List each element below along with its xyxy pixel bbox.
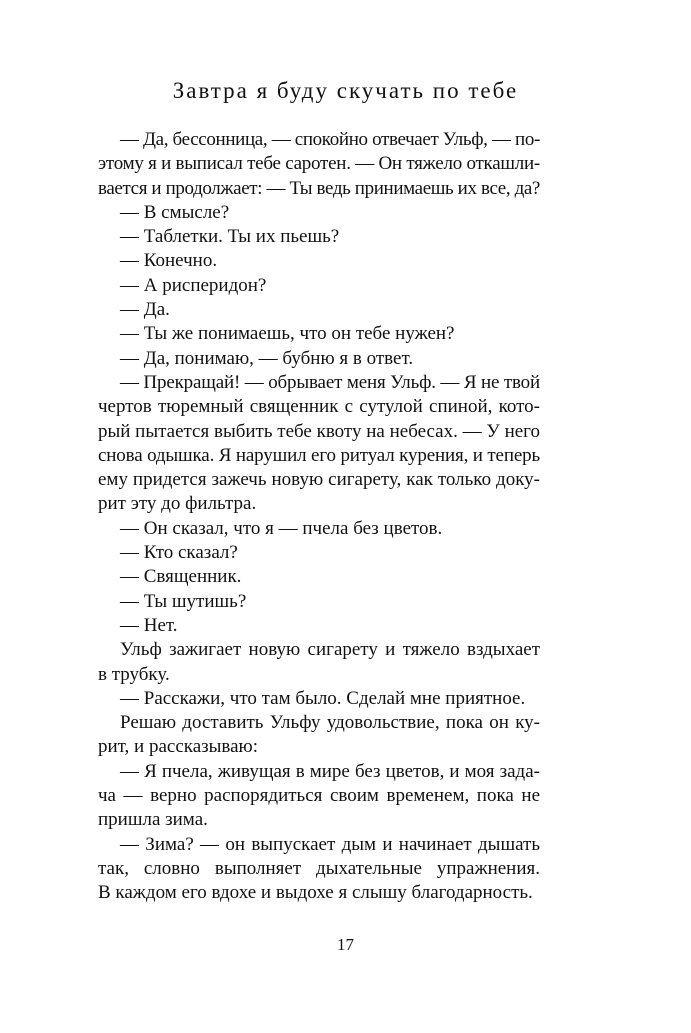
text-line: — Ты шутишь?	[120, 590, 247, 612]
paragraph	[98, 322, 540, 346]
text-line: — Таблетки. Ты их пьешь?	[120, 226, 340, 248]
running-head: Завтра я буду скучать по тебе	[172, 78, 519, 103]
paragraph	[98, 298, 540, 322]
text-line: Решаю доставить Ульфу удовольствие, пока он ку-	[120, 712, 540, 734]
paragraph	[98, 638, 540, 687]
text-line: — Расскажи, что там было. Сделай мне приятное.	[120, 687, 526, 709]
text-line: — Ты же понимаешь, что он тебе нужен?	[120, 323, 455, 345]
text-line: — Я пчела, живущая в мире без цветов, и моя зада-	[120, 760, 540, 782]
paragraph	[98, 225, 540, 249]
text-line: В каждом его вдохе и выдохе я слышу благодарность.	[98, 882, 533, 904]
text-line: рый пытается выбить тебе квоту на небесах. — У него	[98, 420, 540, 442]
text-line: Ульф зажигает новую сигарету и тяжело вздыхает	[120, 639, 540, 661]
text-line: — Нет.	[120, 614, 178, 636]
text-line: рит, и рассказываю:	[98, 736, 259, 758]
paragraph	[98, 128, 540, 201]
text-line: — Зима? — он выпускает дым и начинает дышать	[120, 833, 540, 855]
paragraph	[98, 590, 540, 614]
text-line: — В смысле?	[120, 201, 230, 223]
paragraph	[98, 249, 540, 273]
text-line: — А рисперидон?	[120, 274, 267, 296]
paragraph	[98, 614, 540, 638]
paragraph	[98, 687, 540, 711]
paragraph	[98, 711, 540, 760]
text-line: в трубку.	[98, 663, 170, 685]
paragraph	[98, 541, 540, 565]
paragraph	[98, 833, 540, 906]
text-line: — Да, понимаю, — бубню я в ответ.	[120, 347, 414, 369]
text-line: — Да.	[120, 299, 170, 321]
text-line: ему придется зажечь новую сигарету, как только доку-	[98, 469, 540, 491]
text-line: — Кто сказал?	[120, 542, 238, 564]
body-text	[98, 128, 540, 906]
text-line: — Прекращай! — обрывает меня Ульф. — Я не твой	[120, 371, 540, 393]
text-line: снова одышка. Я нарушил его ритуал курения, и теперь	[98, 444, 540, 466]
paragraph	[98, 274, 540, 298]
text-line: — Он сказал, что я — пчела без цветов.	[120, 517, 443, 539]
text-line: вается и продолжает: — Ты ведь принимаешь их все, да?	[98, 177, 540, 199]
paragraph	[98, 565, 540, 589]
paragraph	[98, 371, 540, 517]
text-line: чертов тюремный священник с сутулой спиной, кото-	[98, 396, 540, 418]
page-number: 17	[337, 935, 354, 954]
text-line: — Да, бессонница, — спокойно отвечает Ульф, — по-	[120, 129, 541, 150]
paragraph	[98, 760, 540, 833]
text-line: рит эту до фильтра.	[98, 493, 257, 515]
paragraph	[98, 201, 540, 225]
paragraph	[98, 517, 540, 541]
text-line: ча — верно распорядиться своим временем, пока не	[98, 785, 540, 807]
text-line: так, словно выполняет дыхательные упражнения.	[98, 857, 540, 879]
text-line: — Конечно.	[120, 250, 218, 272]
text-line: пришла зима.	[98, 809, 208, 831]
paragraph	[98, 347, 540, 371]
text-line: этому я и выписал тебе саротен. — Он тяжело откашли-	[98, 153, 540, 175]
text-line: — Священник.	[120, 566, 242, 588]
